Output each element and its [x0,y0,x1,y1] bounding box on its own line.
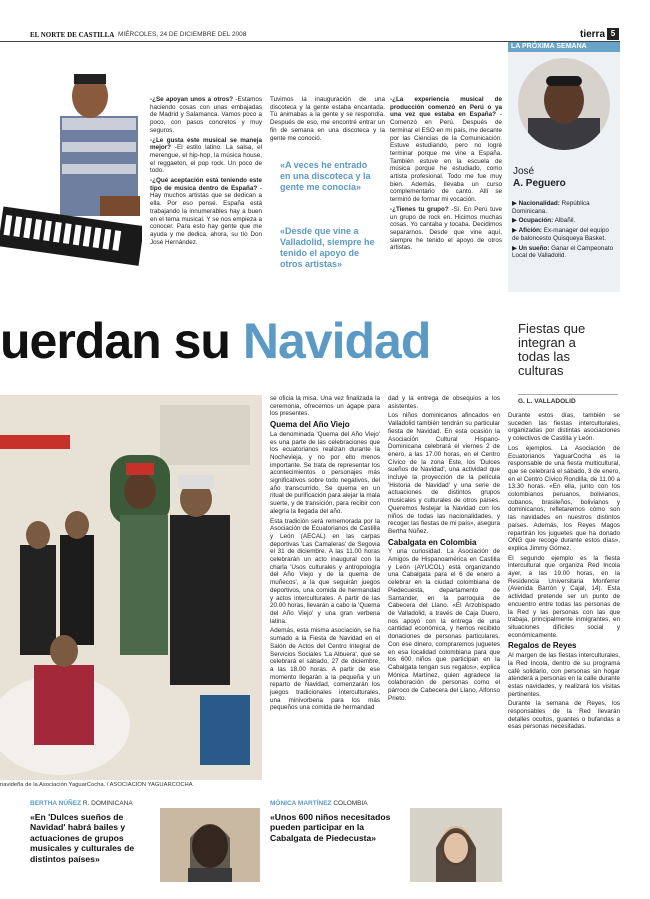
next-week-sidebar [508,42,620,292]
article-text: Además, esta misma asociación, se ha sumado a la Fiesta de Navidad en el Salón de Actos del Centro Integral de Servicios Sociales 'La Albuera', que se celebrará el sábado, 27 de diciembre, a las 18.00 horas. A partir de ese momento llegarán a la pequeña y un reparto de Navidad, comenzarán los juegos tradicionales interculturales, una minivorbena para los más pequeños una comida de hermandad [270,627,380,712]
interview-column-3 [390,96,502,291]
subheading: Quema del Año Viejo [270,420,350,430]
article-text: Los ejemplos. La Asociación de Ecuatorianos YaguarCocha es la responsable de una fiesta multicultural, que se celebrará el sábado, 3 de enero, en el Centro Cívico Rondilla, de 11.00 a 13.30 horas. «En ella, junto con los colombianos peruanos, bolivianos, cubanos, brasileños, bolivianos y dominicanos, refletaremos cómo son las navidades en nuestros distintos países. Además, los Reyes Magos repartirán los juguetes que ha donado ONG que recoge durante estos días», explica Jimmy Gómez. [508,444,620,552]
headline [0,314,430,368]
photo-caption: navideña de la Asociación YaguarCocha. / ASOCIACIÓN YAGUARCOCHA [0,782,193,788]
person-facts: ▶ Nacionalidad: República Dominicana. ▶ Ocupación: Albañil. ▶ Afición: Ex-manager del equipo de baloncesto Quisqueya Basket. ▶ Un sueño: Ganar el Campeonato Local de Valladolid. [512,200,614,260]
fact-key: Afición: [518,227,543,235]
fact-value: Albañil. [554,217,576,225]
person-name [513,166,566,190]
portrait-illustration [160,808,260,882]
answer: -Hay muchos artistas que se dedican a ella. Por eso pensé. España está trabajando la innumerables hay a buen en el tema musical. Y se nos empieza a conocer. Para esto hay gente que me ayuda y me dedica, ahora, su tío Don José Hernández. [150,184,262,246]
question: -¿Tienes tu grupo? [390,205,449,213]
byline: G. L. VALLADOLID [518,398,576,405]
quote-text: «En 'Dulces sueños de Navidad' habrá bailes y actuaciones de grupos musicales y culturales de distintos países» [30,812,135,864]
answer: -Estamos haciendo cosas con unas embajadas de Madrid y Salamanca. Vamos poco a poco, con pasos concretos y muy seguros. [150,96,262,134]
first-name: José [513,166,535,177]
article-column-3 [508,412,620,892]
article-text: Durante la semana de Reyes, los responsables de la Red llevarán detalles ocultos, guantes o bufandas a esas personas necesitadas. [508,700,620,731]
interview-column-2 [270,96,385,148]
article-text: El segundo ejemplo es la fiesta intercultural que organiza Red Incola ayer, a las 19.00 horas, en la Residencia Universitaria Monferrer (Avenida Barrón y Cajal, 14). Esta actividad pretende ser un punto de encuentro entre todas las personas de la Red y las personas con las que trabaja, principalmente inmigrantes, en situaciones difíciles social y económicamente. [508,554,620,639]
article-text: dad y la entrega de obsequios a los asistentes. [388,395,500,410]
portrait-illustration [518,58,610,150]
answer: -El estilo latino. La salsa, el merengue, el hip-hop, la música house, el reggaeton, el pop rock. Un poco de todo. [150,144,262,175]
musician-illustration [0,46,142,294]
fact-value: Ganar el Campeonato Local de Valladolid. [512,244,614,260]
subheading: Cabalgata en Colombia [388,537,477,547]
section-name: tierra [580,29,606,40]
article-text: Y una curiosidad. La Asociación de Amigos de Hispanoamérica en Castilla y León (AYUCOL) está organizando una Cabalgata para el 6 de enero a celebrar en la ciudad colombiana de Piedecuesta, departamento de Santander, en la parroquia de Cabecera del Llano. «El Arzobispado de Valladolid, a través de Caja Duero, nos apoyó con la entrega de una cantidad económica, y hemos recibido donaciones de personas particulares. Con ese dinero, compraremos juguetes en esa localidad colombiana para que los 600 niños que participan en la Cabalgata tengan sus regalos», explica Mónica Martínez, quien agradece la colaboración de personas como el párroco de Cabecera del Llano, Alfonso Prieto. [388,548,500,702]
article-column-1 [270,395,380,790]
quote-box-label [270,800,368,807]
portrait-illustration [410,808,502,882]
quote-country: COLOMBIA [333,800,368,807]
celebration-illustration [0,395,262,780]
next-week-label: LA PRÓXIMA SEMANA [508,42,620,52]
article-text: Durante estos días, también se suceden las fiestas interculturales, organizadas por distintas asociaciones y colectivos de Castilla y León. [508,412,620,443]
pull-quote-2: «Desde que vine a Valladolid, siempre he tenido el apoyo de otros artistas» [280,226,375,269]
last-name: A. Peguero [513,178,566,189]
deck: Fiestas que integran a todas las culturas [518,321,586,378]
page-number: 5 [607,28,619,40]
quote-name: BERTHA NÚÑEZ [30,800,82,807]
quote-country: R. DOMINICANA [82,800,133,807]
page-date: MIÉRCOLES, 24 DE DICIEMBRE DEL 2008 [118,31,247,38]
portrait-monica [410,808,502,882]
fact-key: Un sueño: [518,244,550,252]
fact-value: Ex-manager del equipo de baloncesto Quisqueya Basket. [512,227,609,242]
quote-box-label [30,800,133,807]
fact-value: República Dominicana. [512,200,590,215]
article-text: Los niños dominicanos afincados en Valladolid también tendrán su particular fiesta de Navidad. En esta ocasión la Asociación Cultural Hispano-Dominicana celebrará el viernes 2 de enero, a las 17.00 horas, en el Centro Cívico de la zona Este, los 'Dulces sueños de Navidad', una actividad que incluye la proyección de la película 'Historia de Navidad' y una serie de actuaciones de distintos grupos musicales y culturales de otros países. Queremos festejar la Navidad con los niños de todas las nacionalidades, y recoger las fiestas de mi país», asegura Bertha Núñez. [388,412,500,535]
article-text: Esta tradición será rememorada por la Asociación de Ecuatorianos de Castilla y León (AECAL) en las carpas deportivas 'Las Camaleras' de Segovia el 31 de diciembre. A las 11.00 horas celebrarán un acto inaugural con la charla 'Usos culturales y antropología del Año Viejo y de la quema de muñecos', a la que seguirán juegos deportivos, una comida de hermandad y actos interculturales. A partir de las 20.00 horas, llevarán a cabo la 'Quema del Año Viejo' y una gran verbena latina. [270,517,380,625]
article-text: La denominada 'Quema del Año Viejo' es una parte de las celebraciones que los ecuatorianos realizan durante la Nochevieja, y no por ello menos importante. Se trata de representar los acontecimientos o personajes más significativos sobre todo negativos, del año transcurrido. Se quema en un ritual de purificación para alejar la mala suerte, y de transición, para recibir con alegría la llegada del año. [270,430,380,515]
question: -¿La experiencia musical de producción comenzó en Perú o ya una vez que estaba en España? [390,96,502,119]
fact-key: Ocupación: [518,217,554,225]
question: -¿Se apoyan unos a otros? [150,96,234,103]
quote-box-left [30,800,260,888]
headline-part-1: uerdan su [0,313,230,369]
answer: -Sí. En Perú tuve un grupo de rock en. Hicimos muchas cosas. Yo cantaba y tocaba. Decidimos separarnos. Desde que vine aquí, siempre he tenido el apoyo de otros artistas. [390,205,502,252]
question: -¿Qué aceptación está teniendo este tipo de música dentro de España? [150,177,262,192]
fact-key: Nacionalidad: [518,200,560,207]
article-column-2 [388,395,500,790]
answer: -Comenzó en Perú. Después de terminar el ESO en mi país, me decante por las Ciencias de la Comunicación. Estuve estudiando, pero no logré terminar porque me vine a España. También estuve en la escuela de música porque he estudiado, como artista profesional. Todo me fue muy bien. Además, llevaba un curso complementario de canto. Allí se terminó de formar mi vocación. [390,111,502,204]
portrait-jose [518,58,610,150]
byline-rule [518,394,618,395]
interview-text: Tuvimos la inauguración de una discoteca y la gente estaba encantada. Tú animabas a la gente y se respondía. Después de eso, me encontré entrar un fin de semana en una discoteca y la gente me conoció. [270,96,385,142]
paper-name: EL NORTE DE CASTILLA [30,31,115,39]
interview-column-1 [150,96,262,264]
portrait-bertha [160,808,260,882]
question: -¿Le gusta este musical se maneja mejor? [150,136,262,152]
quote-text: «Unos 600 niños necesitados pueden participar en la Cabalgata de Piedecusta» [270,812,391,843]
main-photo [0,395,262,780]
quote-name: MÓNICA MARTÍNEZ [270,800,332,807]
quote-box-right [270,800,502,888]
musician-photo [0,46,142,294]
article-text: se oficia la misa. Una vez finalizada la ceremonia, ofrecemos un ágape para los presentes. [270,395,380,418]
headline-part-2: Navidad [242,313,431,369]
pull-quote-1: «A veces he entrado en una discoteca y la gente me conocía» [280,160,371,192]
article-text: Al margen de las fiestas interculturales, la Red Incola, dentro de su programa café solidario, con personas sin hogar atenderá a personas en la calle durante estas navidades, y realizará los visitas pertinentes. [508,652,620,698]
subheading: Regalos de Reyes [508,641,577,651]
